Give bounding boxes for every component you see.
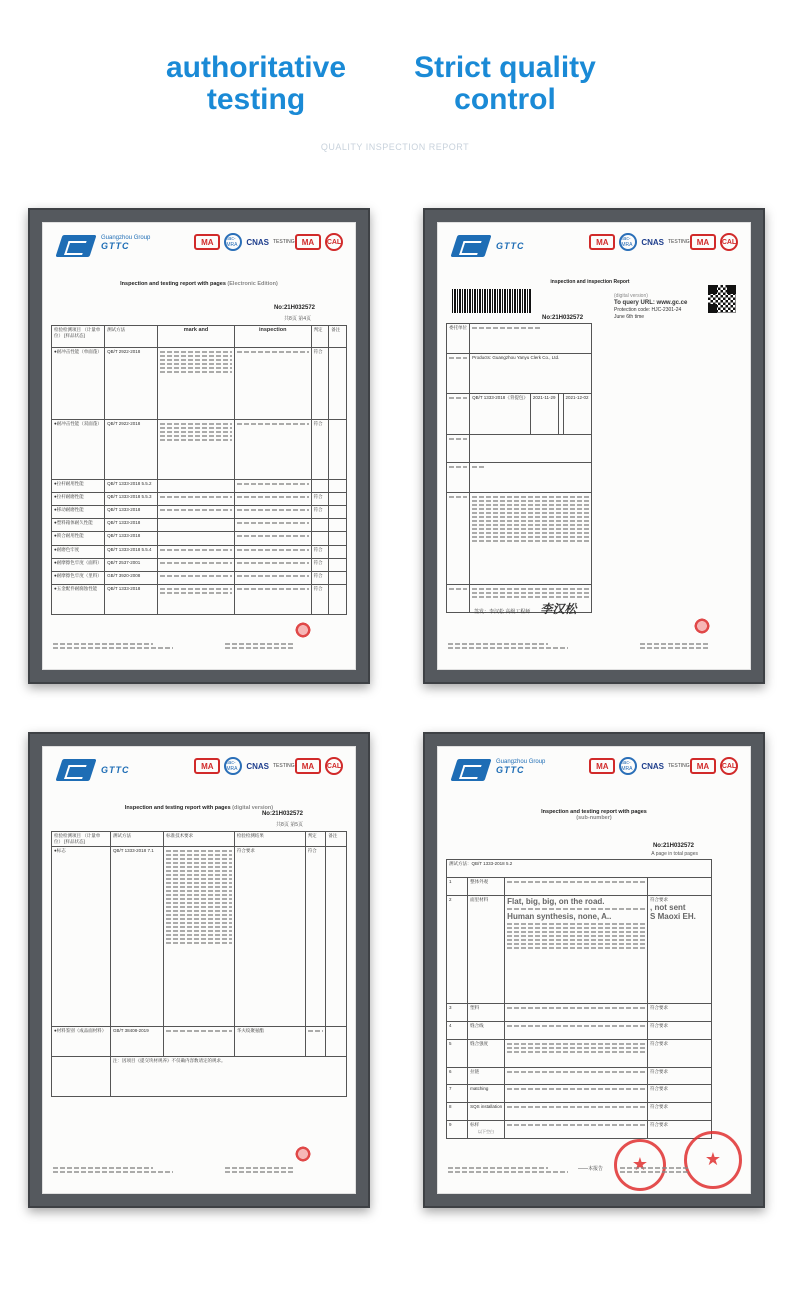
end-mark: 以下空白 bbox=[478, 1129, 494, 1134]
report-page-3 bbox=[42, 746, 356, 1194]
appearance-table: 测试方法：QB/T 1333-2018 5.2 1 整体外观 2 面里材料 Flat, big, big, on the road. Human synthesis, none, A.. 符合要求 , not sent S Maoxi EH. 3 塑料 符合要求 4 缝合线 符合要求 5 缝合强度 符合要求 6 拉链 符合要求 7 matching 符合要求 8 SQS installation 符合要求 9 标样 符合要求 bbox=[446, 859, 712, 1139]
table-row: ●移动耐磨性能 QB/T 1333-2018 符合 bbox=[52, 506, 347, 519]
inspection-table bbox=[51, 325, 347, 615]
red-seal-icon-2 bbox=[684, 1131, 742, 1189]
testing-label: TESTING bbox=[273, 239, 295, 245]
certification-marks bbox=[194, 233, 343, 251]
report-page-1 bbox=[42, 222, 356, 670]
ma-mark-icon-2: MA bbox=[690, 758, 716, 774]
overlay-text-3: , not sent bbox=[650, 902, 686, 912]
report-page-2 bbox=[437, 222, 751, 670]
brand-name: GTTC bbox=[496, 241, 525, 251]
table-row: ●材料鉴别（成品面材料） GB/T 38408-2019 华夫纹聚氨酯 bbox=[52, 1027, 347, 1057]
header-subtitle: QUALITY INSPECTION REPORT bbox=[320, 142, 470, 152]
cnas-mark: CNAS bbox=[246, 237, 269, 247]
gttc-logo-icon bbox=[55, 759, 96, 781]
table-row: ●拉杆耐磨性能 QB/T 1333-2018 5.5.3 符合 bbox=[52, 493, 347, 506]
signature: 李汉松 bbox=[540, 602, 577, 616]
table-row: ●标志 QB/T 1333-2018 7.1 符合要求 符合 bbox=[52, 847, 347, 1027]
cal-mark-icon: CAL bbox=[325, 757, 343, 775]
testing-label: TESTING bbox=[668, 239, 690, 245]
table-row: ●塑料箱体耐久性能 QB/T 1333-2018 bbox=[52, 519, 347, 532]
cnas-mark: CNAS bbox=[641, 761, 664, 771]
col-note: 备注 bbox=[329, 326, 347, 348]
ilac-mark-icon: ilac-MRA bbox=[224, 233, 242, 251]
table-row: ●耐摩擦色牢度（里料） GB/T 3920-2008 符合 bbox=[52, 571, 347, 584]
footer-contact bbox=[225, 641, 295, 651]
seal-icon bbox=[291, 1143, 315, 1165]
cnas-mark: CNAS bbox=[641, 237, 664, 247]
ma-mark-icon-2: MA bbox=[690, 234, 716, 250]
footer-contact bbox=[640, 641, 710, 651]
table-row: ●锁合耐用性能 QB/T 1333-2018 bbox=[52, 532, 347, 545]
header-strict-quality-control: Strict quality control bbox=[414, 51, 596, 116]
ma-mark-icon-2: MA bbox=[295, 758, 321, 774]
col-requirement: mark and bbox=[158, 326, 235, 348]
ma-mark-icon: MA bbox=[194, 758, 220, 774]
report-title: Inspection and testing report with pages (Electronic Edition) bbox=[120, 281, 278, 287]
report-title: inspection and inspection Report bbox=[550, 279, 630, 285]
report-frame-4 bbox=[423, 732, 765, 1208]
page-number: 共8页 第4页 bbox=[284, 316, 311, 322]
inspection-summary-table: 委托单位 Products: Guangzhou Yanyu Clerk Co., Ltd. QB/T 1333-2018《背提包》 2021-11-29 2021-12-02 bbox=[446, 323, 592, 613]
col-result: inspection bbox=[234, 326, 311, 348]
gttc-logo-icon bbox=[450, 235, 491, 257]
report-frame-3 bbox=[28, 732, 370, 1208]
seal-icon bbox=[690, 615, 714, 637]
cal-mark-icon: CAL bbox=[720, 757, 738, 775]
header-authoritative-testing: authoritative testing bbox=[165, 51, 347, 116]
cal-mark-icon: CAL bbox=[720, 233, 738, 251]
table-row: ●拉杆耐用性能 QB/T 1333-2018 5.5.2 bbox=[52, 479, 347, 492]
cal-mark-icon: CAL bbox=[325, 233, 343, 251]
testing-label: TESTING bbox=[273, 763, 295, 769]
report-number: No:21H032572 bbox=[652, 843, 694, 849]
signature-block: 签发：李汉松 高级工程师 李汉松 bbox=[474, 602, 577, 616]
qr-code-icon bbox=[708, 285, 736, 313]
col-judge: 判定 bbox=[311, 326, 329, 348]
report-title: Inspection and testing report with pages (digital version) bbox=[124, 805, 274, 811]
ma-mark-icon-2: MA bbox=[295, 234, 321, 250]
brand-name: GTTC bbox=[101, 765, 130, 775]
footer-address bbox=[53, 641, 173, 651]
report-footer-text: ——本报告 bbox=[578, 1166, 604, 1172]
cnas-mark: CNAS bbox=[246, 761, 269, 771]
footer-contact bbox=[225, 1165, 295, 1175]
ilac-mark-icon: ilac-MRA bbox=[224, 757, 242, 775]
ilac-mark-icon: ilac-MRA bbox=[619, 233, 637, 251]
certification-marks bbox=[589, 233, 738, 251]
page-number: A page in total pages bbox=[651, 851, 698, 857]
seal-icon bbox=[291, 619, 315, 641]
overlay-text-2: Human synthesis, none, A.. bbox=[507, 911, 612, 921]
overlay-text-1: Flat, big, big, on the road. bbox=[507, 896, 605, 906]
report-title: Inspection and testing report with pages (sub-number) bbox=[541, 809, 647, 821]
report-number: No:21H032572 bbox=[542, 315, 584, 321]
ma-mark-icon: MA bbox=[589, 758, 615, 774]
footer-address bbox=[53, 1165, 173, 1175]
table-row: ●耐冲击性能（双面蓬） QB/T 2922-2018 符合 bbox=[52, 419, 347, 479]
query-info: (digital version) To query URL: www.gc.ce Protection code: HJC-2301-24 June 6th time bbox=[614, 293, 688, 320]
testing-label: TESTING bbox=[668, 763, 690, 769]
report-frame-1 bbox=[28, 208, 370, 684]
report-number: No:21H032572 bbox=[261, 811, 303, 817]
brand-name: Guangzhou Group GTTC bbox=[496, 759, 546, 775]
table-row: ●五金配件耐腐蚀性能 QB/T 1333-2018 符合 bbox=[52, 585, 347, 615]
col-item: 检验检测项目 （计量单位） [样品状态] bbox=[52, 326, 105, 348]
report-number: No:21H032572 bbox=[273, 305, 315, 311]
certification-marks bbox=[194, 757, 343, 775]
footer-address bbox=[448, 1165, 568, 1175]
page-number: 共8页 第5页 bbox=[276, 822, 303, 828]
footer-contact bbox=[620, 1165, 690, 1175]
ilac-mark-icon: ilac-MRA bbox=[619, 757, 637, 775]
table-row: ●耐摩擦色牢度（面料） QB/T 2537-2001 符合 bbox=[52, 558, 347, 571]
barcode-icon bbox=[452, 289, 532, 313]
certification-marks bbox=[589, 757, 738, 775]
inspection-table: 检验检测项目 （计量单位） [样品状态] 测试方法 标准技术要求 检验检测结果 判定 备注 ●标志 QB/T 1333-2018 7.1 符合要求 符合 ●材料鉴别（成品面材料） GB/T 38408-2019 华夫纹聚氨酯 注：因项目《提交块材规养》不仅确内容数请定的规求。 bbox=[51, 831, 347, 1097]
ma-mark-icon: MA bbox=[194, 234, 220, 250]
table-row: ●耐冲击性能（单面蓬） QB/T 2922-2018 符合 bbox=[52, 347, 347, 419]
gttc-logo-icon bbox=[450, 759, 491, 781]
report-page-4 bbox=[437, 746, 751, 1194]
table-row: ●耐磨色牢度 QB/T 1333-2018 5.5.4 符合 bbox=[52, 545, 347, 558]
gttc-logo-icon bbox=[55, 235, 96, 257]
brand-name: Guangzhou Group GTTC bbox=[101, 235, 151, 251]
footer-address bbox=[448, 641, 568, 651]
overlay-text-4: S Maoxi EH. bbox=[650, 911, 696, 921]
ma-mark-icon: MA bbox=[589, 234, 615, 250]
report-frame-2 bbox=[423, 208, 765, 684]
col-method: 测试方法 bbox=[105, 326, 158, 348]
